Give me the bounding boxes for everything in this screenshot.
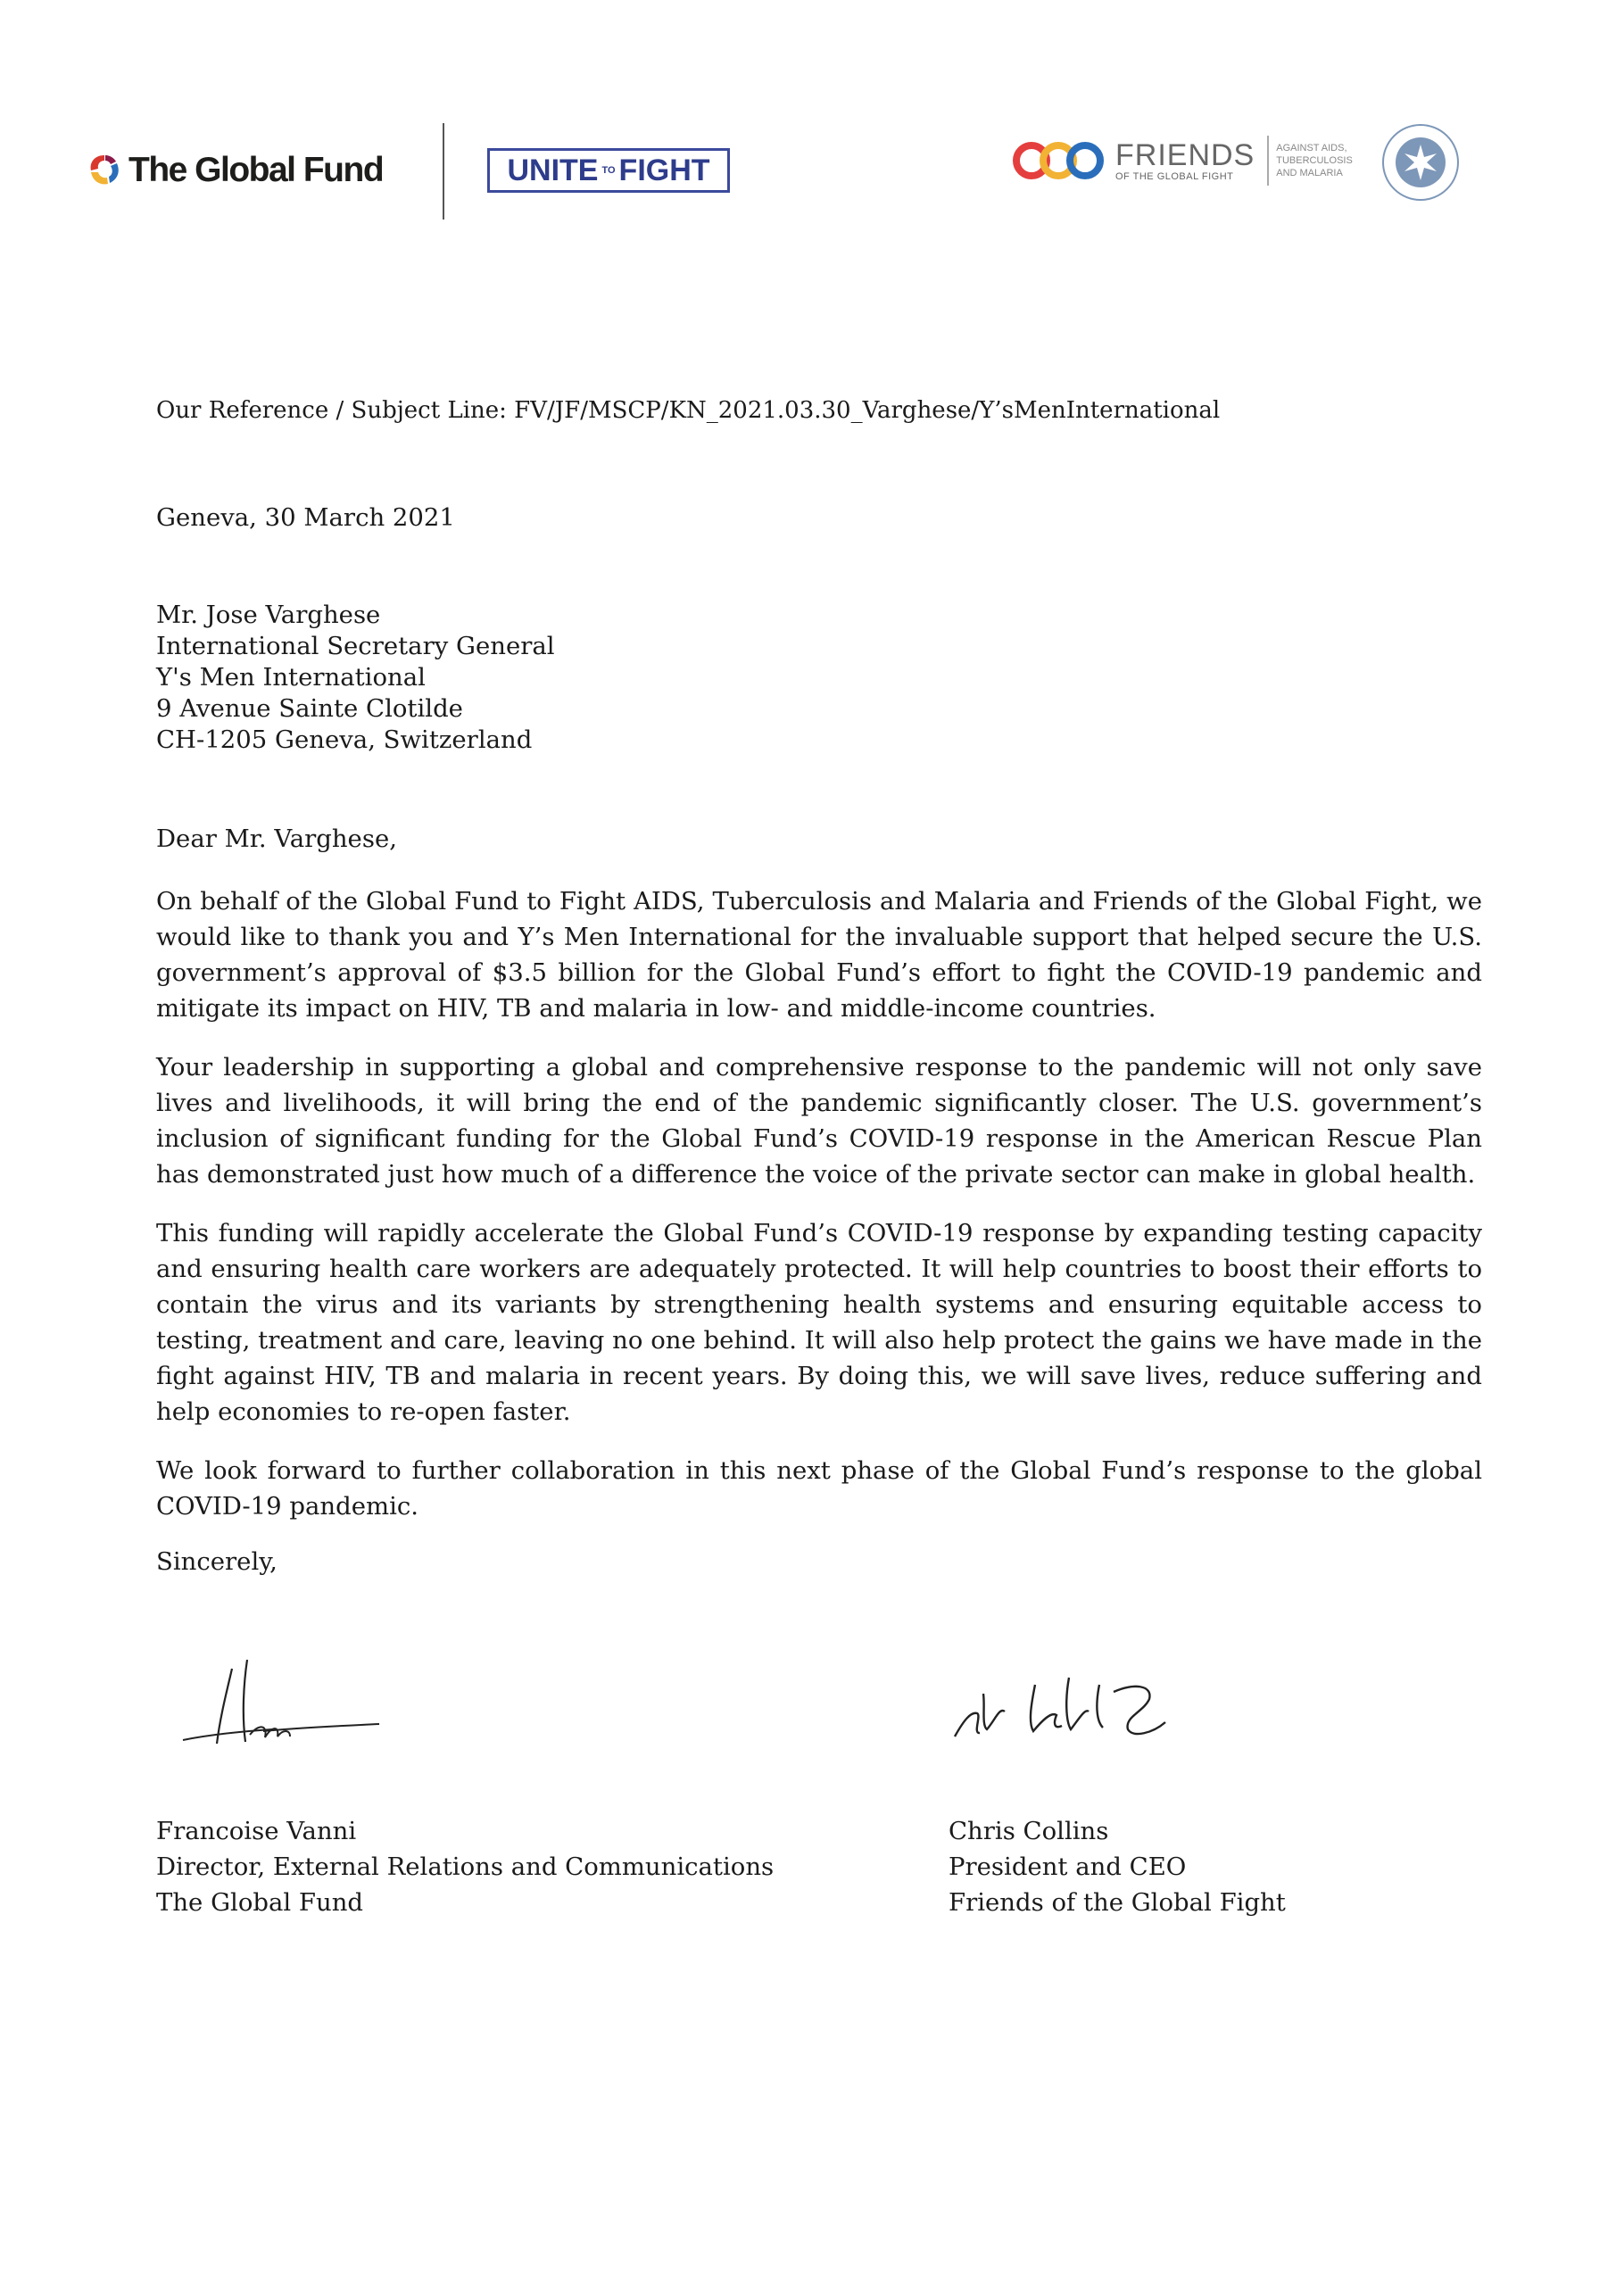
global-fund-logo <box>86 150 383 191</box>
friends-wordmark <box>1115 139 1255 182</box>
closing: Sincerely, <box>156 1547 278 1576</box>
salutation: Dear Mr. Varghese, <box>156 825 397 853</box>
friends-subtitle: OF THE GLOBAL FIGHT <box>1115 171 1234 182</box>
signer-block-collins <box>949 1813 1286 1920</box>
friends-tagline-line: AND MALARIA <box>1276 168 1343 178</box>
letter-date: Geneva, 30 March 2021 <box>156 503 455 532</box>
global-fund-swirl-icon <box>86 152 123 189</box>
recipient-organization: Y's Men International <box>156 663 426 692</box>
global-fund-wordmark: The Global Fund <box>128 151 384 189</box>
signature-collins <box>946 1658 1196 1756</box>
logo-divider <box>443 123 444 220</box>
fight-word: FIGHT <box>618 153 710 187</box>
friends-global-fight-logo <box>1010 136 1353 186</box>
friends-tagline <box>1276 142 1353 179</box>
signer-title: President and CEO <box>949 1853 1187 1881</box>
friends-rings-icon <box>1010 136 1106 186</box>
body-paragraph: Your leadership in supporting a global and comprehensive response to the pandemic will not only save lives and livelihoods, it will bring the end of the pandemic significantly closer. The U.S. government’s inclusion of significant funding for the Global Fund’s COVID-19 response in the American Rescue Plan has demonstrated just how much of a difference the voice of the private sector can make in global health. <box>156 1053 1482 1189</box>
signer-name: Chris Collins <box>949 1817 1109 1845</box>
unite-word: UNITE <box>507 153 599 187</box>
reference-line: Our Reference / Subject Line: FV/JF/MSCP/KN_2021.03.30_Varghese/Y’sMenInternational <box>156 397 1221 424</box>
friends-tagline-line: TUBERCULOSIS <box>1276 155 1353 166</box>
recipient-title: International Secretary General <box>156 632 555 660</box>
friends-tagline-line: AGAINST AIDS, <box>1276 143 1347 153</box>
body-paragraph: We look forward to further collaboration in this next phase of the Global Fund’s response to the global COVID-19 pandemic. <box>156 1456 1482 1521</box>
signer-name: Francoise Vanni <box>156 1817 357 1845</box>
signer-title: Director, External Relations and Communications <box>156 1853 775 1881</box>
signer-organization: The Global Fund <box>156 1888 364 1917</box>
to-word: TO <box>601 165 616 176</box>
friends-title: FRIENDS <box>1115 138 1255 172</box>
signer-block-vanni <box>156 1813 774 1920</box>
body-paragraph: On behalf of the Global Fund to Fight AIDS, Tuberculosis and Malaria and Friends of the Global Fight, we would like to thank you and Y’s Men International for the invaluable support that helped secure the U.S. government’s approval of $3.5 billion for the Global Fund’s effort to fight the COVID-19 pandemic and mitigate its impact on HIV, TB and malaria in low- and middle-income countries. <box>156 887 1482 1023</box>
recipient-city: CH-1205 Geneva, Switzerland <box>156 725 533 754</box>
signature-vanni <box>165 1653 388 1760</box>
recipient-address <box>156 600 555 756</box>
unite-to-fight-logo <box>487 148 730 193</box>
recipient-street: 9 Avenue Sainte Clotilde <box>156 694 463 723</box>
friends-divider <box>1267 136 1269 186</box>
recipient-name: Mr. Jose Varghese <box>156 601 381 629</box>
guidestar-seal-icon <box>1381 123 1460 202</box>
body-paragraph: This funding will rapidly accelerate the Global Fund’s COVID-19 response by expanding testing capacity and ensuring health care workers are adequately protected. It will help countries to boost their efforts to contain the virus and its variants by strengthening health systems and ensuring equitable access to testing, treatment and care, leaving no one behind. It will also help protect the gains we have made in the fight against HIV, TB and malaria in recent years. By doing this, we will save lives, reduce suffering and help economies to re-open faster. <box>156 1219 1482 1426</box>
signer-organization: Friends of the Global Fight <box>949 1888 1286 1917</box>
